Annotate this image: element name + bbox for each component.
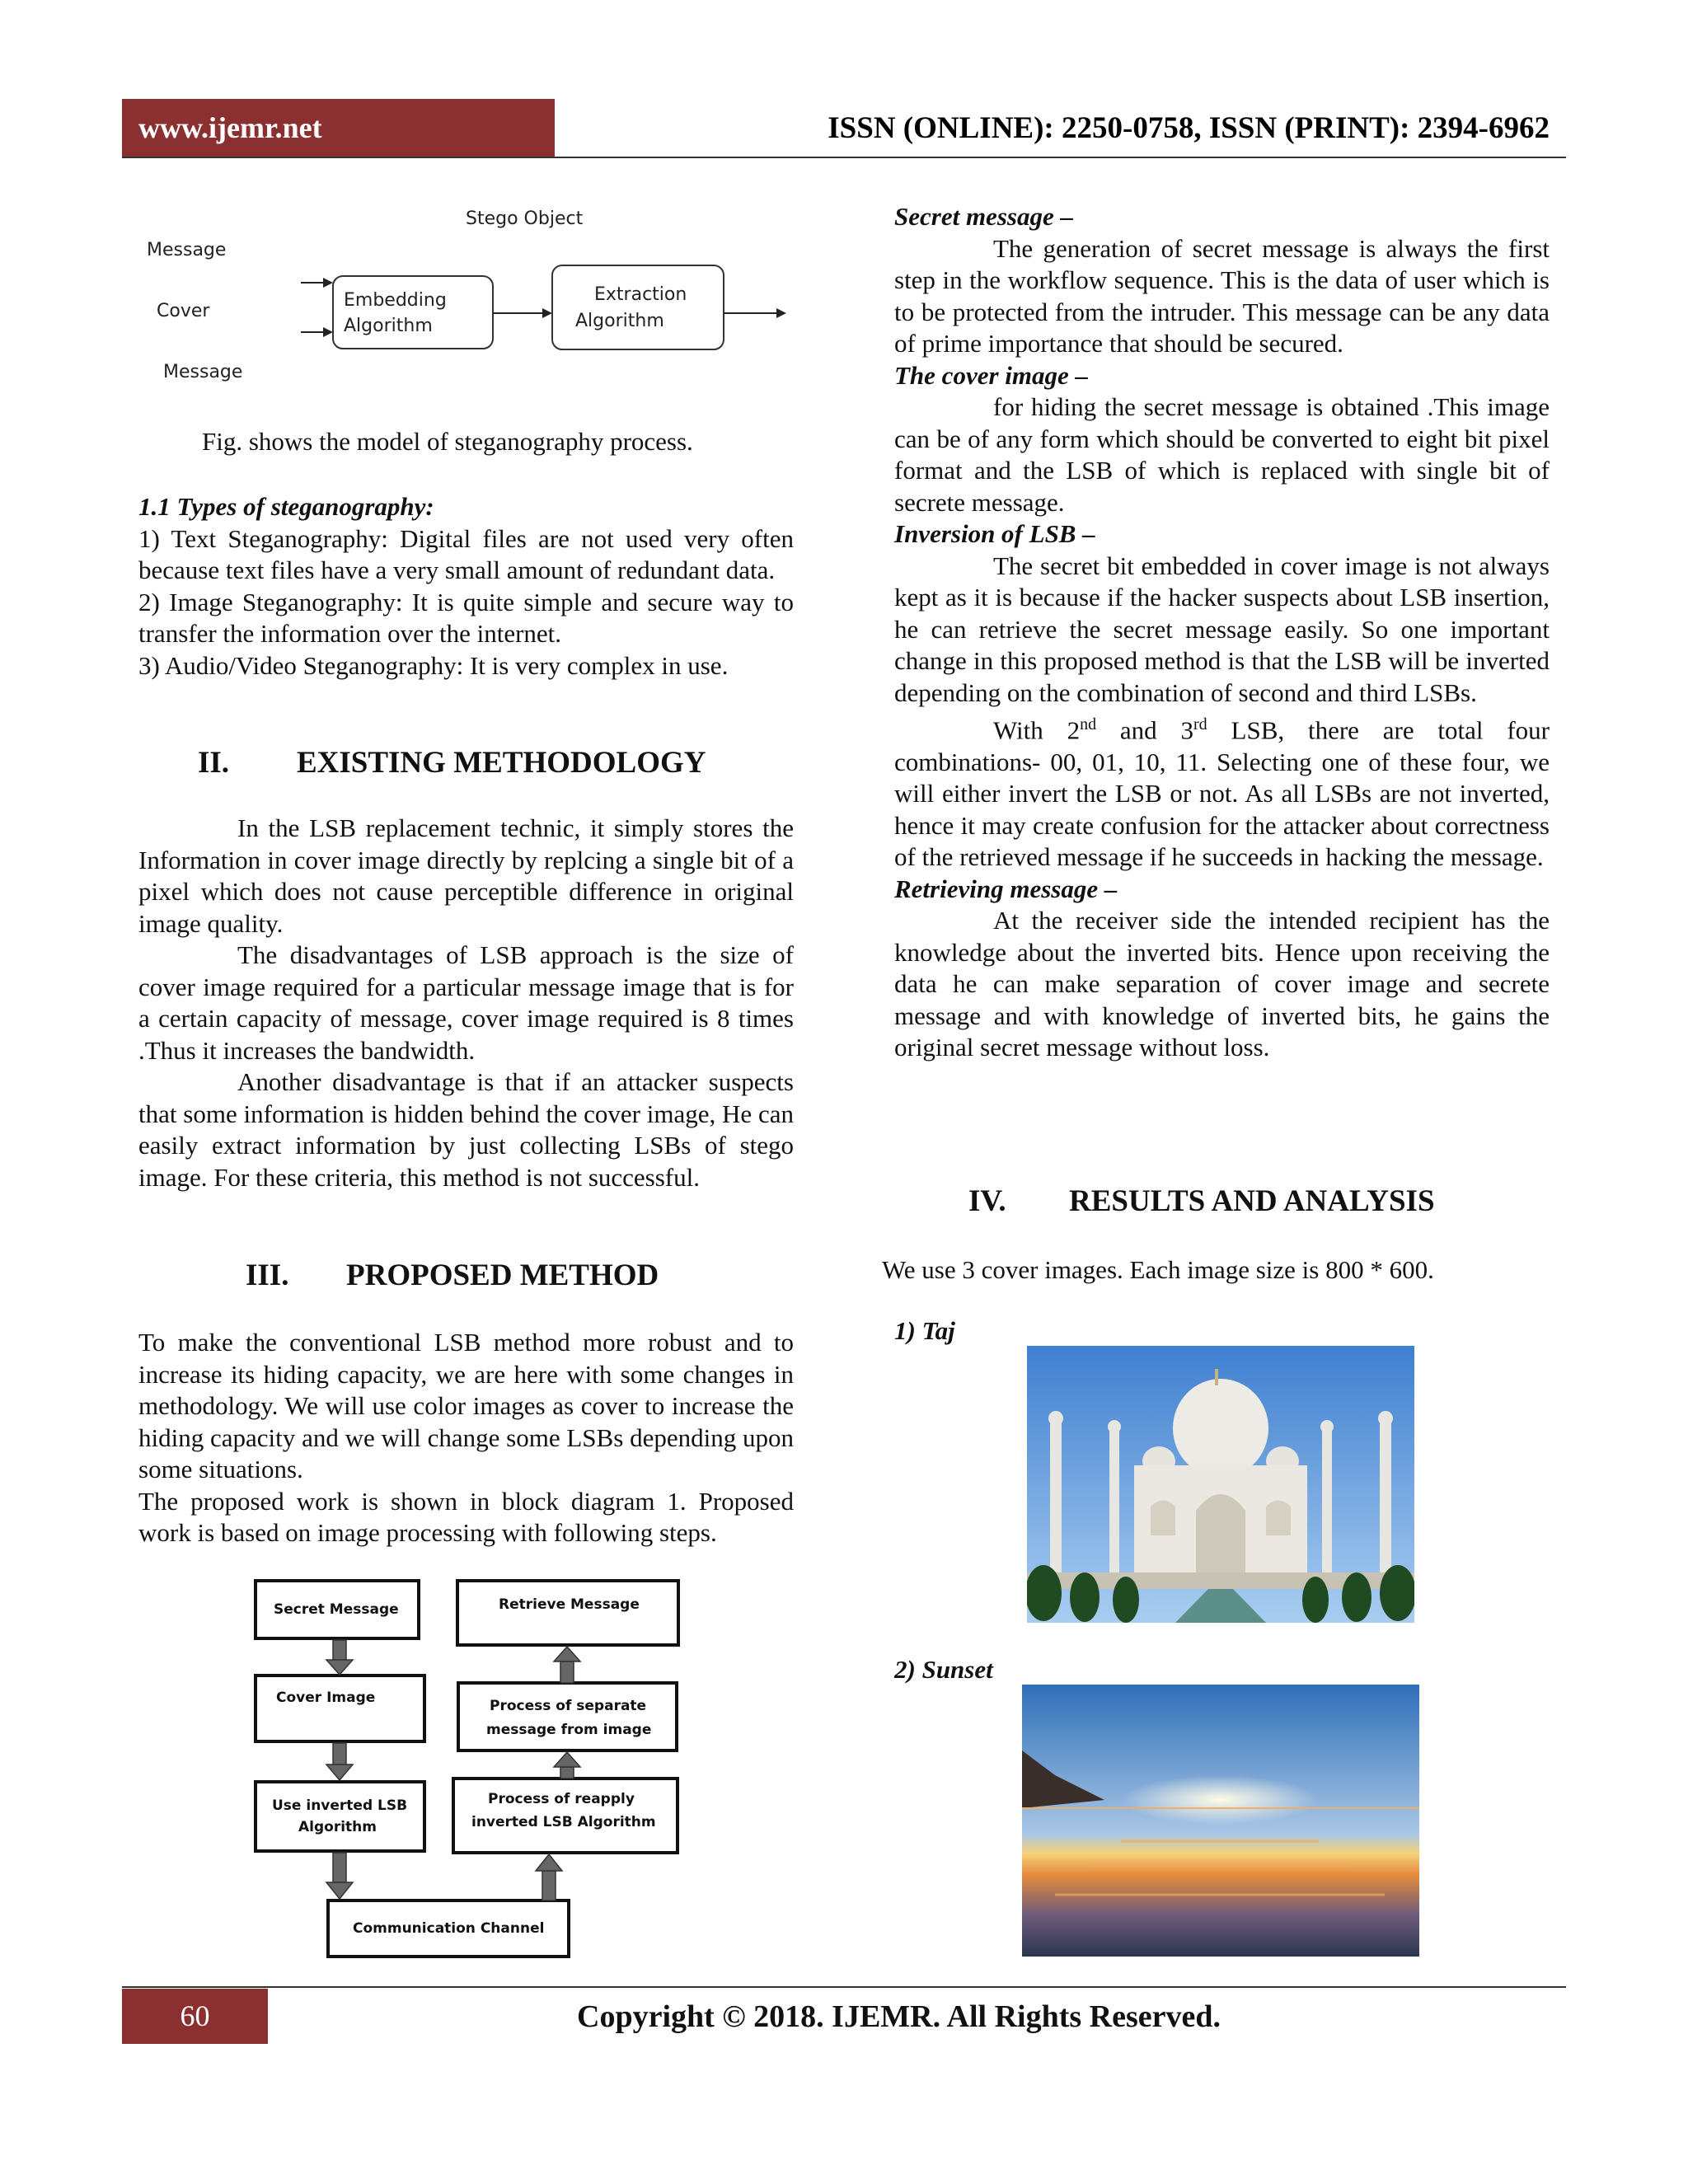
fig1-caption: Fig. shows the model of steganography process.	[202, 427, 693, 456]
section-3-paragraph-2: The proposed work is shown in block diagram 1. Proposed work is based on image processing with following steps.	[138, 1486, 794, 1547]
fig1-arrowhead-stego	[542, 308, 552, 318]
box-use-inverted-lsb	[256, 1782, 424, 1851]
arrow-reapply-to-separate-shaft	[560, 1767, 574, 1779]
footer-rule	[122, 1986, 1566, 1988]
secret-message-body: The generation of secret message is always the first step in the workflow sequence. This is the data of user which is to be protected from the intruder. This message can be any data of prime importance that should be secured.	[894, 233, 1550, 358]
arrow-cover-to-use-head	[326, 1765, 353, 1780]
box-cover-image	[256, 1675, 424, 1741]
box-secret-message-label: Secret Message	[274, 1601, 399, 1618]
box-reapply-line2: inverted LSB Algorithm	[471, 1814, 656, 1830]
section-4-title: RESULTS AND ANALYSIS	[1069, 1184, 1435, 1218]
header-site-link[interactable]: www.ijemr.net	[138, 111, 322, 144]
secret-message-heading: Secret message –	[894, 202, 1073, 231]
fig1-embedding-box	[333, 276, 493, 349]
inv2-part-a: With 2	[993, 715, 1081, 745]
sunset-image	[1022, 1685, 1419, 1957]
fig1-arrowhead-out	[776, 308, 786, 318]
header-rule	[122, 157, 1566, 158]
box-separate-line2: message from image	[486, 1722, 652, 1738]
box-separate-line1: Process of separate	[490, 1698, 647, 1714]
fig1-extraction-line2: Algorithm	[575, 311, 664, 331]
fig1-embedding-line2: Algorithm	[344, 316, 433, 336]
taj-label: 1) Taj	[894, 1316, 955, 1345]
section-3-heading	[246, 1258, 659, 1293]
arrow-reapply-to-separate-head	[554, 1752, 580, 1767]
arrow-use-to-channel-shaft	[333, 1853, 346, 1882]
arrow-use-to-channel-head	[326, 1882, 353, 1899]
inv2-sup-rd: rd	[1193, 715, 1207, 733]
inv2-part-c: LSB, there are total four combinations- 00, 01, 10, 11. Selecting one of these four, we will either invert the LSB or not. As all LSBs are not inverted, hence it may create confusion for the attacker about correctness of the retrieved message if he succeeds in hacking the message.	[894, 715, 1550, 872]
section-3-number: III.	[246, 1258, 289, 1292]
types-heading: 1.1 Types of steganography:	[138, 492, 434, 521]
steganography-model-diagram	[140, 198, 799, 396]
arrow-cover-to-use-shaft	[333, 1743, 346, 1765]
cover-image-heading: The cover image –	[894, 360, 1089, 390]
proposed-method-block-diagram	[247, 1572, 692, 1961]
fig1-arrowhead-message	[323, 278, 333, 288]
section-2-paragraph-3: Another disadvantage is that if an attacker suspects that some information is hidden behind the cover image, He can easily extract information by just collecting LSBs of stego image. For these criteria, this method is not successful.	[138, 1067, 794, 1192]
arrow-channel-to-reapply-shaft	[542, 1871, 556, 1900]
box-cover-image-label: Cover Image	[276, 1690, 376, 1706]
fig1-cover-in: Cover	[157, 301, 210, 321]
section-2-body	[138, 813, 794, 1193]
section-2-paragraph-1: In the LSB replacement technic, it simply stores the Information in cover image directly by replcing a single bit of a pixel which does not cause perceptible difference in original image quality.	[138, 813, 794, 938]
box-use-line1: Use inverted LSB	[272, 1797, 408, 1814]
box-separate-message	[458, 1683, 677, 1750]
box-channel-label: Communication Channel	[353, 1920, 545, 1937]
box-retrieve-message-label: Retrieve Message	[499, 1596, 640, 1613]
section-2-number: II.	[198, 746, 230, 780]
fig1-extraction-line1: Extraction	[594, 284, 687, 305]
section-3-title: PROPOSED METHOD	[346, 1258, 659, 1292]
right-column	[894, 201, 1550, 1064]
types-block	[138, 491, 794, 682]
section-3-paragraph-1: To make the conventional LSB method more robust and to increase its hiding capacity, we are here with some changes in methodology. We will use color images as cover to increase the hiding capacity and we will change some LSBs depending upon some situations.	[138, 1328, 794, 1483]
section-4-paragraph: We use 3 cover images. Each image size is 800 * 600.	[882, 1255, 1434, 1284]
section-3-body	[138, 1327, 794, 1549]
arrow-channel-to-reapply-head	[536, 1854, 562, 1871]
box-retrieve-message	[457, 1581, 678, 1645]
types-item-audio-video: 3) Audio/Video Steganography: It is very complex in use.	[138, 650, 729, 680]
inv2-sup-nd: nd	[1080, 715, 1097, 733]
fig1-arrowhead-cover	[323, 327, 333, 337]
arrow-secret-to-cover-head	[326, 1660, 353, 1675]
inversion-combinations	[894, 709, 1550, 874]
header-issn: ISSN (ONLINE): 2250-0758, ISSN (PRINT): 2394-6962	[828, 111, 1550, 145]
fig1-message-out: Message	[163, 362, 243, 382]
retrieving-heading: Retrieving message –	[894, 874, 1118, 903]
fig1-embedding-line1: Embedding	[344, 290, 447, 311]
sunset-label: 2) Sunset	[894, 1655, 993, 1684]
types-item-image: 2) Image Steganography: It is quite simple and secure way to transfer the information over the internet.	[138, 587, 794, 648]
section-2-paragraph-2: The disadvantages of LSB approach is the size of cover image required for a particular message image that is for a certain capacity of message, cover image required is 8 times .Thus it increases the bandwidth.	[138, 940, 794, 1065]
types-item-text: 1) Text Steganography: Digital files are not used very often because text files have a very small amount of redundant data.	[138, 523, 794, 584]
inversion-body: The secret bit embedded in cover image is not always kept as it is because if the hacker suspects about LSB insertion, he can retrieve the secret message easily. So one important change in this proposed method is that the LSB will be inverted depending on the combination of second and third LSBs.	[894, 551, 1550, 707]
section-4-number: IV.	[968, 1184, 1006, 1218]
fig1-stego-object: Stego Object	[466, 209, 584, 229]
fig1-extraction-box	[552, 265, 724, 349]
cover-image-body: for hiding the secret message is obtained .This image can be of any form which should be converted to eight bit pixel format and the LSB of which is replaced with single bit of secrete message.	[894, 392, 1550, 517]
page-number: 60	[180, 1999, 210, 2032]
box-use-line2: Algorithm	[298, 1819, 377, 1835]
arrow-separate-to-retrieve-head	[554, 1647, 580, 1661]
retrieving-body: At the receiver side the intended recipient has the knowledge about the inverted bits. Hence upon receiving the data he can make separation of cover image and secrete message and with knowledge of inverted bits, he gains the original secret message without loss.	[894, 906, 1550, 1062]
section-4-body	[882, 1254, 1550, 1286]
fig1-message-in: Message	[147, 240, 227, 260]
inversion-heading: Inversion of LSB –	[894, 519, 1095, 548]
section-2-title: EXISTING METHODOLOGY	[297, 746, 706, 780]
taj-mahal-image	[1027, 1346, 1414, 1623]
arrow-secret-to-cover-shaft	[333, 1640, 346, 1660]
arrow-separate-to-retrieve-shaft	[560, 1661, 574, 1683]
section-2-heading	[198, 745, 706, 780]
inv2-part-b: and 3	[1096, 715, 1194, 745]
box-reapply-line1: Process of reapply	[488, 1791, 635, 1807]
copyright: Copyright © 2018. IJEMR. All Rights Reserved.	[577, 1999, 1221, 2034]
section-4-heading	[968, 1183, 1435, 1219]
